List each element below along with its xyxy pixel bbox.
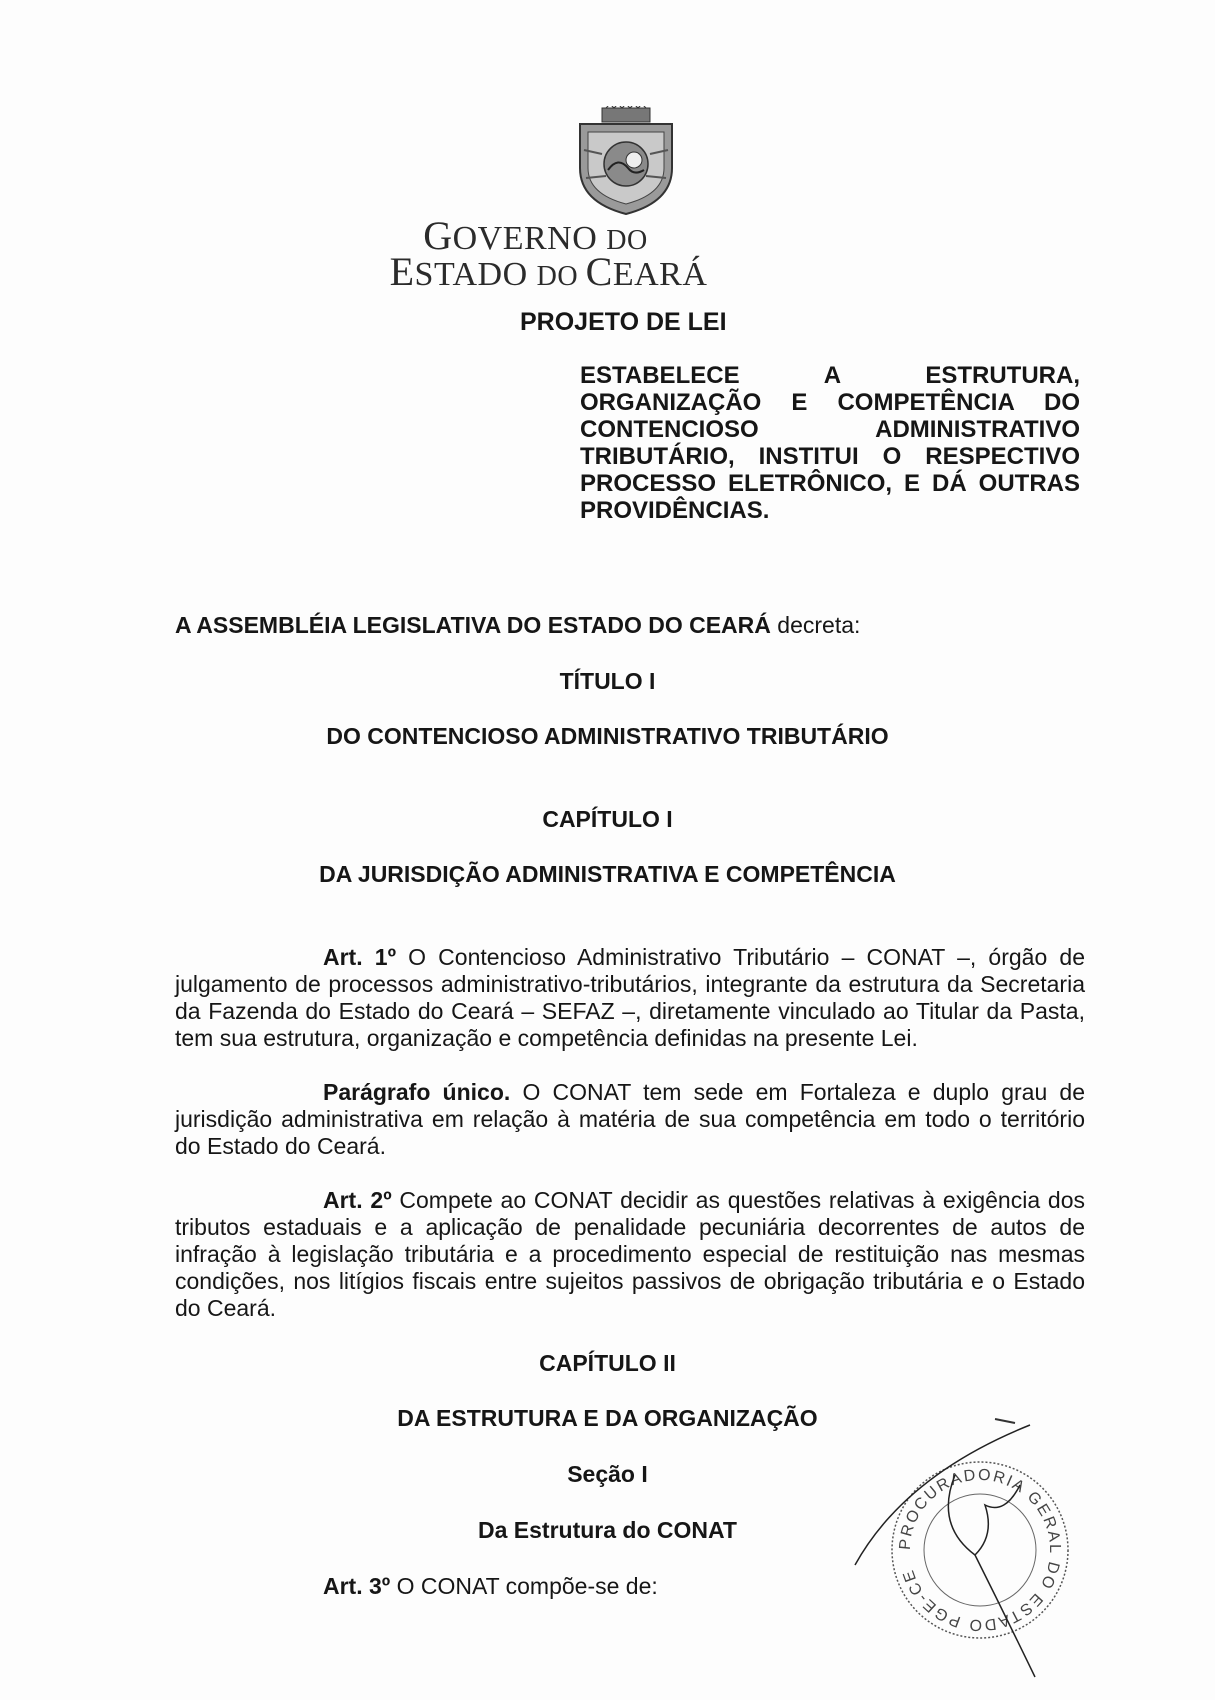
title-name: DO CONTENCIOSO ADMINISTRATIVO TRIBUTÁRIO: [326, 723, 889, 749]
article-2: Art. 2º Compete ao CONAT decidir as questões relativas à exigência dos tributos estaduais e a aplicação de penalidade pecuniária decorrentes de autos de infração à legislação tributária e a procedimento especial de restituição nas mesmas condições, nos litígios fiscais entre sujeitos passivos de obrigação tributária e o Estado do Ceará.: [175, 1187, 1085, 1321]
chapter-1-name: DA JURISDIÇÃO ADMINISTRATIVA E COMPETÊNCIA: [319, 861, 896, 887]
pge-stamp-signature-icon: [845, 1415, 1115, 1690]
paragrafo-unico: Parágrafo único. O CONAT tem sede em Fortaleza e duplo grau de jurisdição administrativa em relação à matéria de sua competência em todo o território do Estado do Ceará.: [175, 1079, 1086, 1159]
chapter-1-heading: CAPÍTULO I: [542, 806, 673, 832]
article-3: Art. 3º O CONAT compõe-se de:: [323, 1573, 658, 1599]
preamble: A ASSEMBLÉIA LEGISLATIVA DO ESTADO DO CEARÁ decreta:: [175, 612, 861, 638]
title-heading: TÍTULO I: [559, 668, 656, 694]
chapter-2-heading: CAPÍTULO II: [539, 1350, 676, 1376]
ementa: ESTABELECE A ESTRUTURA, ORGANIZAÇÃO E COMPETÊNCIA DO CONTENCIOSO ADMINISTRATIVO TRIBUTÁRIO, INSTITUI O RESPECTIVO PROCESSO ELETRÔNICO, E DÁ OUTRAS PROVIDÊNCIAS.: [580, 362, 1080, 524]
article-1: Art. 1º O Contencioso Administrativo Tributário – CONAT –, órgão de julgamento de processos administrativo-tributários, integrante da estrutura da Secretaria da Fazenda do Estado do Ceará – SEFAZ –, diretamente vinculado ao Titular da Pasta, tem sua estrutura, organização e competência definidas na presente Lei.: [175, 944, 1085, 1051]
state-coat-of-arms-icon: [572, 106, 680, 216]
government-name-line2: ESTADO DO CEARÁ: [389, 249, 708, 294]
section-name: Da Estrutura do CONAT: [478, 1517, 737, 1543]
section-heading: Seção I: [567, 1461, 648, 1487]
document-type: PROJETO DE LEI: [520, 308, 727, 336]
chapter-2-name: DA ESTRUTURA E DA ORGANIZAÇÃO: [397, 1405, 818, 1431]
government-name-line1: GOVERNO DO: [423, 213, 648, 258]
svg-text:PROCURADORIA GERAL DO ESTADO P: PROCURADORIA GERAL DO ESTADO PGE-CE: [896, 1466, 1064, 1634]
